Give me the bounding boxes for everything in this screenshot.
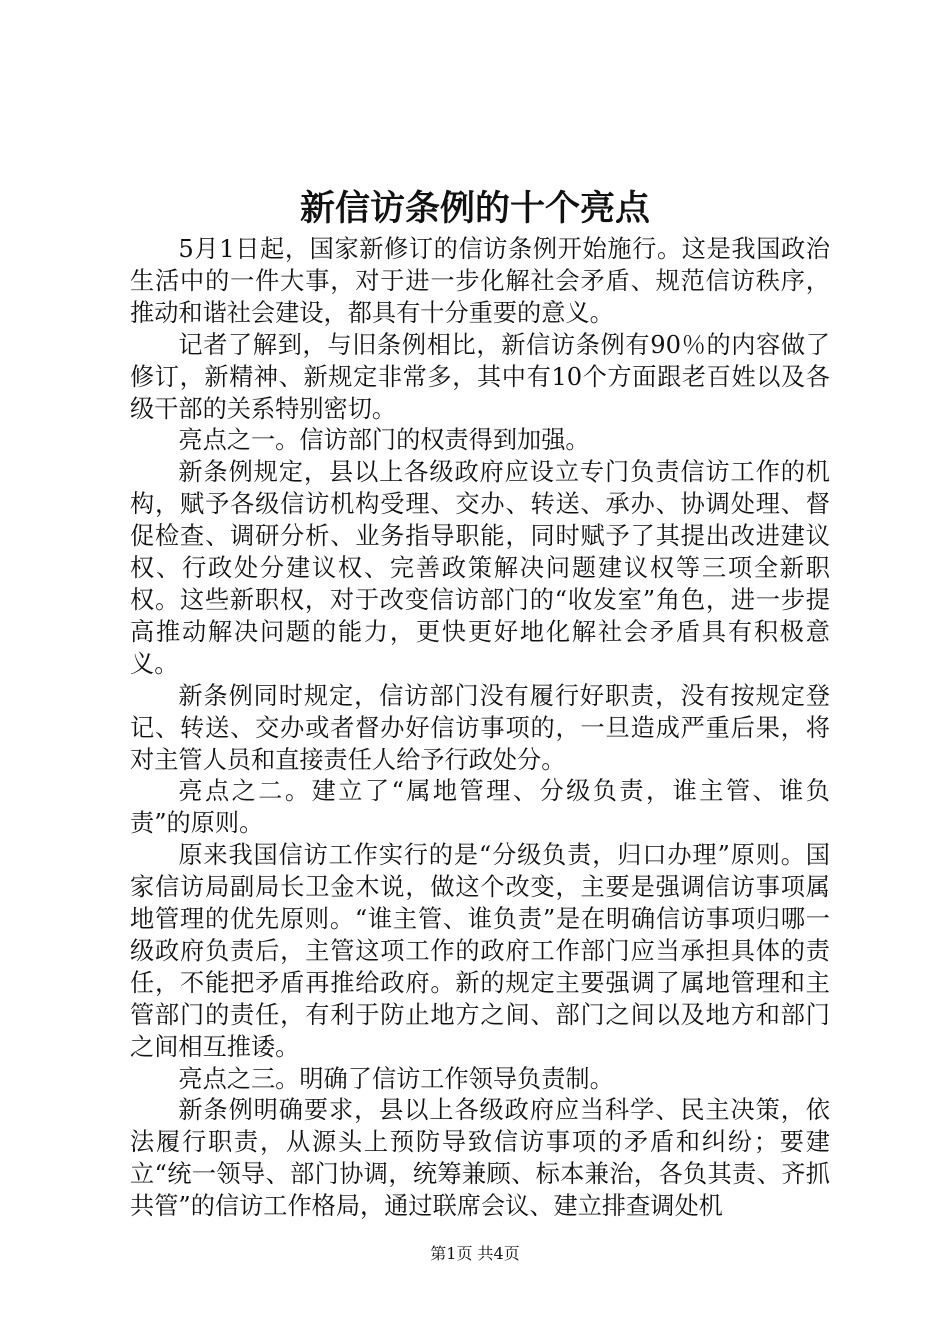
page-footer: 第1页 共4页 [430,1244,520,1263]
paragraph: 5月1日起，国家新修订的信访条例开始施行。这是我国政治生活中的一件大事，对于进一步化解社会矛盾、规范信访秩序，推动和谐社会建设，都具有十分重要的意义。 [130,235,830,327]
paragraph: 记者了解到，与旧条例相比，新信访条例有90％的内容做了修订，新精神、新规定非常多，其中有10个方面跟老百姓以及各级干部的关系特别密切。 [130,330,830,423]
paragraph: 新条例规定，县以上各级政府应设立专门负责信访工作的机构，赋予各级信访机构受理、交办、转送、承办、协调处理、督促检查、调研分析、业务指导职能，同时赋予了其提出改进建议权、行政处分建议权、完善政策解决问题建议权等三项全新职权。这些新职权，对于改变信访部门的“收发室”角色，进一步提高推动解决问题的能力，更快更好地化解社会矛盾具有积极意义。 [130,458,830,678]
paragraph: 新条例明确要求，县以上各级政府应当科学、民主决策，依法履行职责，从源头上预防导致信访事项的矛盾和纠纷；要建立“统一领导、部门协调，统筹兼顾、标本兼治，各负其责、齐抓共管”的信访工作格局，通过联席会议、建立排查调处机 [130,1096,830,1221]
section-heading: 亮点之二。建立了“属地管理、分级负责，谁主管、谁负责”的原则。 [130,777,830,838]
section-heading: 亮点之一。信访部门的权责得到加强。 [178,426,590,455]
document-body [130,234,830,1223]
document-title: 新信访条例的十个亮点 [299,188,650,229]
section-heading: 亮点之三。明确了信访工作领导负责制。 [178,1064,614,1093]
paragraph: 新条例同时规定，信访部门没有履行好职责，没有按规定登记、转送、交办或者督办好信访事项的，一旦造成严重后果，将对主管人员和直接责任人给予行政处分。 [130,681,830,774]
paragraph: 原来我国信访工作实行的是“分级负责，归口办理”原则。国家信访局副局长卫金木说，做这个改变，主要是强调信访事项属地管理的优先原则。“谁主管、谁负责”是在明确信访事项归哪一级政府负责后，主管这项工作的政府工作部门应当承担具体的责任，不能把矛盾再推给政府。新的规定主要强调了属地管理和主管部门的责任，有利于防止地方之间、部门之间以及地方和部门之间相互推诿。 [130,841,830,1061]
